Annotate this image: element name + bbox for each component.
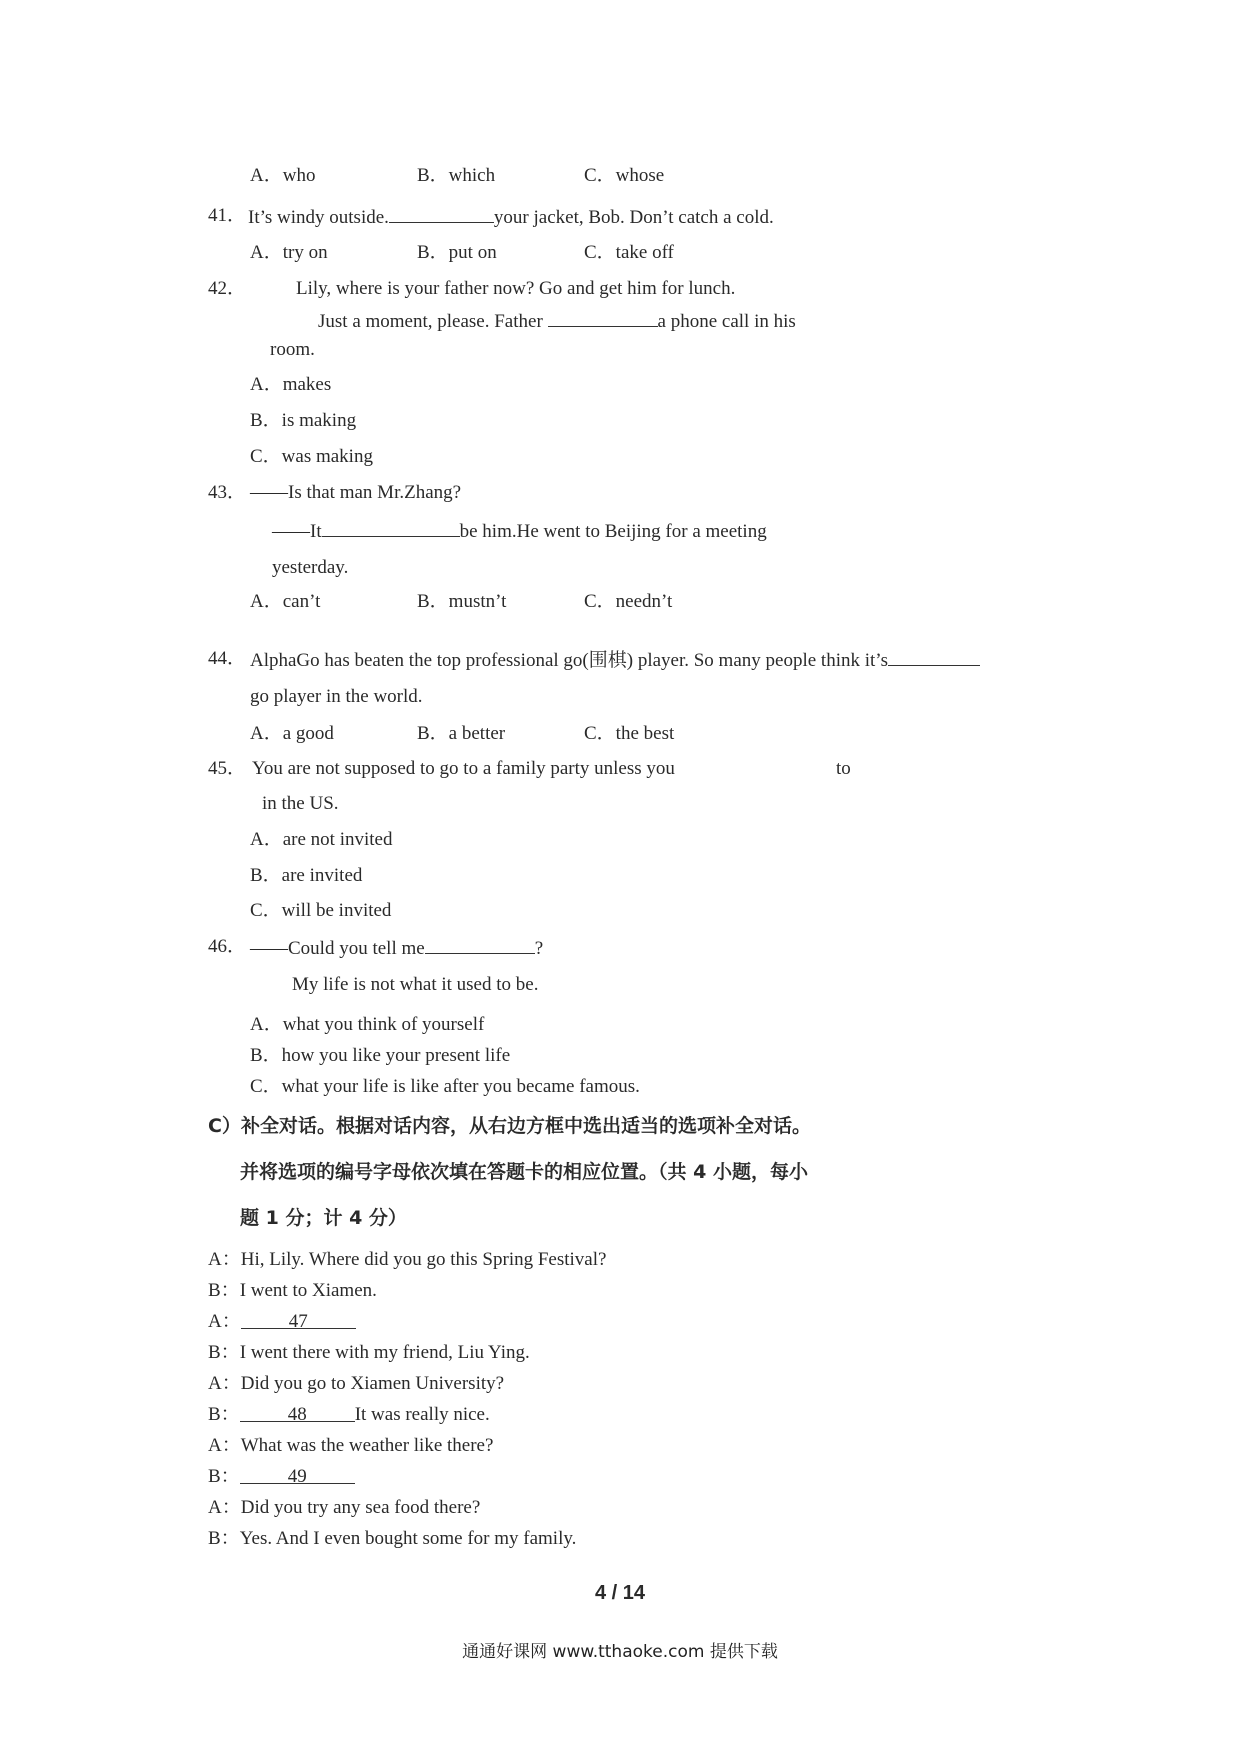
q41-stem xyxy=(248,204,774,230)
q46-option-c: C．what your life is like after you became famous. xyxy=(250,1076,640,1097)
q42-blank xyxy=(548,308,658,327)
dialogue-line xyxy=(208,1279,377,1303)
dialogue-blank: 47 xyxy=(241,1310,356,1329)
q45-line1-pre: You are not supposed to go to a family party unless you xyxy=(252,758,675,779)
q46-blank xyxy=(425,935,535,954)
q44-line1 xyxy=(250,647,980,673)
q45-line2: in the US. xyxy=(262,793,339,814)
q45-number: 45． xyxy=(208,758,247,779)
section-c-line1: C）补全对话。根据对话内容，从右边方框中选出适当的选项补全对话。 xyxy=(208,1115,811,1137)
q42-line2-post: a phone call in his xyxy=(657,311,796,332)
q46-line1-post: ? xyxy=(534,938,544,959)
dialogue-text: It was really nice. xyxy=(354,1404,490,1425)
q42-line2 xyxy=(318,308,796,334)
q46-line2: My life is not what it used to be. xyxy=(292,974,539,995)
dialogue-line xyxy=(208,1248,606,1272)
dialogue-speaker: B： xyxy=(208,1280,240,1301)
q43-number: 43． xyxy=(208,482,247,503)
q44-option-a: A．a good xyxy=(250,723,334,744)
q46-option-b: B．how you like your present life xyxy=(250,1045,511,1066)
dialogue-line xyxy=(208,1403,490,1427)
q40-option-b: B．which xyxy=(417,165,496,186)
dialogue-speaker: B： xyxy=(208,1466,240,1487)
dialogue-speaker: A： xyxy=(208,1497,241,1518)
q43-option-b: B．mustn’t xyxy=(417,591,507,612)
footer-source: 通通好课网 www.tthaoke.com 提供下载 xyxy=(462,1642,778,1662)
q44-line1-text: AlphaGo has beaten the top professional go(围棋) player. So many people think it’s xyxy=(250,650,888,671)
q44-number: 44． xyxy=(208,648,247,669)
q41-option-c: C．take off xyxy=(584,242,674,263)
dialogue-line xyxy=(208,1527,576,1551)
q43-blank xyxy=(322,518,460,537)
dialogue-text: Hi, Lily. Where did you go this Spring Festival? xyxy=(240,1249,607,1270)
q46-line1 xyxy=(250,935,543,961)
dialogue-speaker: B： xyxy=(208,1404,240,1425)
dialogue-speaker: A： xyxy=(208,1311,241,1332)
dialogue-text: I went to Xiamen. xyxy=(239,1280,377,1301)
q42-line2-pre: Just a moment, please. Father xyxy=(318,311,543,332)
q41-option-a: A．try on xyxy=(250,242,328,263)
q45-line1-post: to xyxy=(836,758,851,779)
q41-number: 41． xyxy=(208,205,247,226)
q42-option-b: B．is making xyxy=(250,410,357,431)
dialogue-text: What was the weather like there? xyxy=(240,1435,494,1456)
q41-blank xyxy=(389,204,494,223)
dialogue-line xyxy=(208,1310,356,1334)
q46-number: 46． xyxy=(208,936,247,957)
dialogue-line xyxy=(208,1465,355,1489)
section-c-line2: 并将选项的编号字母依次填在答题卡的相应位置。（共 4 小题，每小 xyxy=(240,1161,808,1183)
q43-line2-pre: ——It xyxy=(272,521,322,542)
q45-option-c: C．will be invited xyxy=(250,900,392,921)
dialogue-line xyxy=(208,1341,530,1365)
section-c-line3: 题 1 分；计 4 分） xyxy=(240,1207,407,1229)
dialogue-line xyxy=(208,1434,493,1458)
dialogue-speaker: A： xyxy=(208,1373,241,1394)
q42-line1: Lily, where is your father now? Go and get him for lunch. xyxy=(296,278,736,299)
q41-stem-post: your jacket, Bob. Don’t catch a cold. xyxy=(493,207,774,228)
dialogue-blank: 48 xyxy=(240,1403,355,1422)
dialogue-speaker: A： xyxy=(208,1249,241,1270)
dialogue-text: Did you go to Xiamen University? xyxy=(240,1373,505,1394)
dialogue-line xyxy=(208,1372,504,1396)
q43-line1: ——Is that man Mr.Zhang? xyxy=(250,482,462,503)
q43-option-c: C．needn’t xyxy=(584,591,673,612)
q42-option-a: A．makes xyxy=(250,374,332,395)
q40-option-a: A．who xyxy=(250,165,316,186)
q43-line2-post: be him.He went to Beijing for a meeting xyxy=(459,521,767,542)
q44-option-b: B．a better xyxy=(417,723,506,744)
q43-line2 xyxy=(272,518,767,544)
dialogue-line xyxy=(208,1496,480,1520)
dialogue-text: Did you try any sea food there? xyxy=(240,1497,481,1518)
q44-blank xyxy=(888,647,980,666)
q44-line2: go player in the world. xyxy=(250,686,423,707)
q41-stem-pre: It’s windy outside. xyxy=(248,207,389,228)
q42-number: 42． xyxy=(208,278,247,299)
q40-option-c: C．whose xyxy=(584,165,665,186)
dialogue-text: I went there with my friend, Liu Ying. xyxy=(239,1342,530,1363)
q43-line3: yesterday. xyxy=(272,557,349,578)
dialogue-blank: 49 xyxy=(240,1465,355,1484)
page-number: 4 / 14 xyxy=(594,1582,646,1604)
dialogue-speaker: A： xyxy=(208,1435,241,1456)
q41-option-b: B．put on xyxy=(417,242,497,263)
q44-option-c: C．the best xyxy=(584,723,675,744)
q46-line1-pre: ——Could you tell me xyxy=(250,938,425,959)
q42-line3: room. xyxy=(270,339,315,360)
dialogue-speaker: B： xyxy=(208,1342,240,1363)
q42-option-c: C．was making xyxy=(250,446,373,467)
dialogue-speaker: B： xyxy=(208,1528,240,1549)
q46-option-a: A．what you think of yourself xyxy=(250,1014,485,1035)
dialogue-text: Yes. And I even bought some for my family. xyxy=(239,1528,577,1549)
q43-option-a: A．can’t xyxy=(250,591,321,612)
q45-option-b: B．are invited xyxy=(250,865,363,886)
q45-option-a: A．are not invited xyxy=(250,829,393,850)
